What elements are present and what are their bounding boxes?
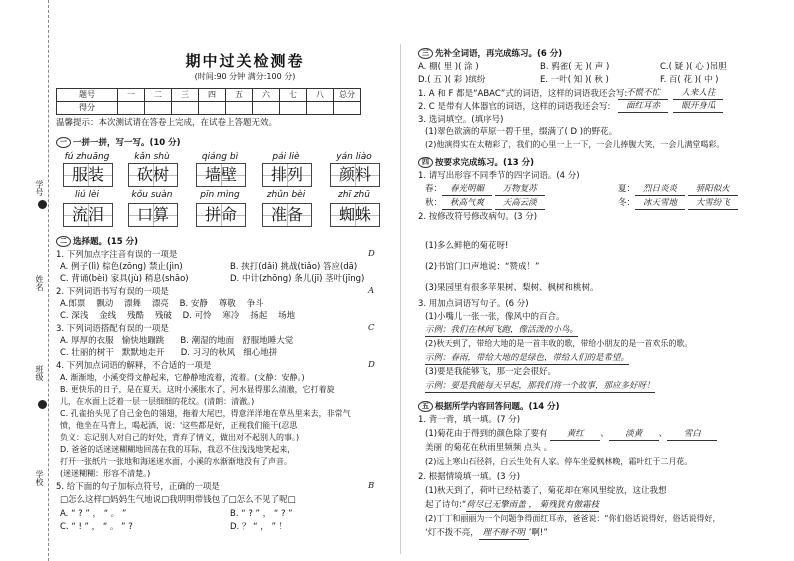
sentence: (2)书馆门口声地说：“赞成！” — [425, 262, 540, 272]
answer[interactable]: 骄阳似火 — [688, 184, 738, 196]
answer[interactable]: 烈日炎炎 — [635, 184, 685, 196]
sentence: (1)菊花由于得到的颜色除了要有 — [425, 429, 548, 439]
binding-hole — [38, 400, 47, 409]
section-1-label: 一拼一拼，写一写。(10 分) — [73, 138, 181, 148]
answer[interactable]: 眼开身瓜 — [673, 101, 723, 113]
char-box[interactable]: 准备 — [262, 203, 312, 227]
sentence: (2)秋天到了，带给大地的是一首丰收的歌，带给小朋友的是一首欢乐的歌。 — [425, 339, 693, 348]
sentence: (2)丁丁和丽丽为一个问题争得面红耳赤，爸爸说：“你们俗话说得好，俗话说得好， — [425, 514, 721, 523]
option: 残酷 — [126, 311, 144, 321]
option-text: 儿，在水面上泛着一层一层细细的花纹。(清朗：清澈。) — [60, 397, 255, 406]
sentence: ’啊!” — [528, 528, 548, 538]
notice-text: 温馨提示：本次测试请在答卷上完成，在试卷上答题无效。 — [56, 118, 278, 128]
section-5-label: 根据所学内容回答问题。(14 分) — [435, 402, 560, 412]
char-box[interactable]: 服装 — [63, 163, 113, 187]
option-row — [60, 336, 293, 347]
section-1-title — [56, 137, 181, 149]
question: 4. 下列加点词语的解释，不合适的一项是 — [56, 361, 212, 371]
option: 默默地走开 — [121, 348, 165, 358]
answer[interactable]: C — [368, 323, 375, 333]
score-cell[interactable] — [334, 102, 361, 115]
pinyin: pīn mìng — [200, 190, 240, 200]
season-label: 夏： — [618, 184, 636, 194]
word-item: D.( 五 )( 彩 )缤纷 — [418, 75, 486, 85]
sentence: 美丽 的菊花在秋雨里频频 点头 。 — [425, 443, 553, 453]
section-5-icon: 五 — [418, 401, 433, 412]
option: C. 背诵(bèi) 家具(jù) 稍息(shāo) — [60, 274, 189, 284]
char-box[interactable]: 蜘蛛 — [330, 203, 380, 227]
score-row-label: 得分 — [57, 102, 118, 115]
option: D. 中计(zhōng) 条儿(jī) 茎叶(jīng) — [230, 274, 365, 284]
pinyin: fú zhuāng — [64, 152, 110, 162]
option-row — [60, 311, 295, 322]
answer[interactable]: B — [368, 481, 375, 491]
season-row — [618, 184, 738, 196]
option: C. 深浅 — [60, 311, 89, 321]
option: A. 厚厚的衣服 — [60, 336, 114, 346]
option-text: A. 渐渐地，小溪变得文静起来，它静静地流着，流着。(文静：安静。) — [60, 373, 305, 382]
sentence: 起了诗句:“ — [425, 500, 467, 510]
option: 飘动 — [96, 299, 114, 309]
char-box[interactable]: 拼命 — [196, 203, 246, 227]
punctuation-sentence: □怎么这样□妈妈生气地说□我明明带钱包了□怎么不见了呢□ — [60, 495, 296, 505]
option: 金线 — [99, 311, 117, 321]
option: B. 潮湿的地面 — [180, 336, 235, 346]
score-header-cell: 四 — [199, 89, 226, 102]
option: B. 挟打(dǎi) 挑战(tiǎo) 答应(dā) — [230, 262, 358, 272]
score-header-cell: 七 — [280, 89, 307, 102]
season-label: 秋： — [425, 198, 443, 208]
section-4-icon: 四 — [418, 157, 433, 168]
season-label: 春： — [425, 184, 443, 194]
question: 1. 下列加点字注音有误的一项是 — [56, 250, 178, 260]
option: 愉快地蹦跳 — [121, 336, 165, 346]
answer[interactable]: D — [368, 360, 375, 370]
sentence: (3)果园里有很多苹果树、梨树、枫树和桃树。 — [425, 283, 599, 293]
option-text: 负义：忘记别人对自己的好处，背弃了情义，做出对不起别人的事。) — [60, 433, 300, 442]
answer[interactable]: 天高云淡 — [495, 198, 545, 210]
school-label: 学校 — [35, 470, 44, 486]
pinyin: pái liè — [272, 152, 300, 162]
option: 残破 — [154, 311, 172, 321]
score-cell[interactable] — [145, 102, 172, 115]
answer[interactable]: 万物复苏 — [495, 184, 545, 196]
sentence: (1)秋天到了，荷叶已经枯萎了，菊花却在寒风里绽放，这让我想 — [425, 486, 667, 496]
score-cell[interactable] — [253, 102, 280, 115]
score-header-cell: 八 — [307, 89, 334, 102]
student-name-label: 姓名 — [35, 275, 44, 291]
pinyin: zhǔn bèi — [266, 190, 306, 200]
option: C. 壮丽的树干 — [60, 348, 114, 358]
sentence: (2)远上寒山石径斜，白云生处有人家。停车坐爱枫林晚，霜叶红于二月花。 — [425, 457, 693, 466]
option-row — [60, 348, 277, 359]
option: 漂亮 — [151, 299, 169, 309]
char-box[interactable]: 流泪 — [63, 203, 113, 227]
option: D. 习习的秋风 — [180, 348, 236, 358]
page-title: 期中过关检测卷 — [185, 52, 305, 70]
question: 2. 根据情境填一填。(3 分) — [418, 472, 521, 482]
score-header-cell: 题号 — [57, 89, 118, 102]
question: 3. 选词填空。(填序号) — [418, 115, 504, 125]
question: 2. 下列词语书写有误的一项是 — [56, 287, 169, 297]
char-box[interactable]: 排列 — [262, 163, 312, 187]
char-box[interactable]: 口算 — [128, 203, 178, 227]
score-header-cell: 总分 — [334, 89, 361, 102]
score-cell[interactable] — [199, 102, 226, 115]
section-4-title — [418, 157, 534, 169]
option: C. “ ! ” ， “ 。 ” ? — [60, 522, 133, 532]
score-cell[interactable] — [172, 102, 199, 115]
sentence: ‘灯不拨不亮， — [425, 528, 479, 538]
section-2-title — [56, 236, 138, 248]
answer[interactable]: 理不辩不明 — [479, 528, 529, 540]
pinyin: yán liào — [336, 152, 372, 162]
sentence: (1)小嘴儿一张一张，像风中的百合。 — [425, 312, 565, 322]
score-cell[interactable] — [226, 102, 253, 115]
option-text: B. 更快乐的日子，是在夏天。这时小溪胀水了，河水显得那么清澈，它打着旋 — [60, 385, 335, 394]
answer[interactable]: 雪白 — [667, 429, 717, 441]
option: 细心地拼 — [243, 348, 278, 358]
binding-margin — [0, 0, 49, 561]
word-item: F. 百( 花 )( 中 ) — [660, 75, 719, 85]
option: A. 例子(lì) 棕色(zōng) 禁止(jìn) — [60, 262, 183, 272]
section-3-title — [418, 48, 562, 60]
option: D. ？ “ ， ” ！ — [230, 522, 288, 532]
score-header-cell: 六 — [253, 89, 280, 102]
page-subtitle: (时间:90 分钟 满分:100 分) — [194, 72, 296, 81]
option: A. “ ? ” ， “ 。 ” — [60, 509, 127, 519]
score-header-cell: 五 — [226, 89, 253, 102]
option: 寒冷 — [222, 311, 240, 321]
answer[interactable]: 面红耳赤 — [618, 101, 668, 113]
option: B. “ ? ” ， “ ? ” — [230, 509, 293, 519]
score-header-cell: 二 — [145, 89, 172, 102]
sentence: (3)要是我能够飞，那一定会很好。 — [425, 367, 557, 377]
char-box[interactable]: 砍树 — [128, 163, 178, 187]
answer[interactable]: 示例：要是我能每天早起，那我们将一个故事，那应多好呀！ — [425, 381, 655, 391]
word-item: B. 鸦雀( 无 )( 声 ) — [540, 62, 610, 72]
option: 争斗 — [246, 299, 264, 309]
option-text: C. 孔雀抬头见了自己金色的翎翅，拖着大尾巴，得意洋洋地在草丛里来去，非常气 — [60, 409, 351, 418]
student-id-label: 学号 — [35, 180, 44, 196]
score-cell[interactable] — [280, 102, 307, 115]
option: D. 可怜 — [182, 311, 212, 321]
option: 尊敬 — [218, 299, 236, 309]
question: 1. 请写出形容不同季节的四字词语。(4 分) — [418, 171, 580, 181]
question: 3. 下列词语搭配有误的一项是 — [56, 324, 169, 334]
answer[interactable]: 荷尽已无擎雨盖 ， 菊残犹有傲霜枝 — [466, 500, 600, 510]
score-header-cell: 一 — [118, 89, 145, 102]
answer[interactable]: 人来人往 — [673, 88, 723, 100]
char-box[interactable]: 墙壁 — [196, 163, 246, 187]
question: 2. 按修改符号修改病句。(3 分) — [418, 212, 538, 222]
word-item: E. 一叶( 知 )( 秋 ) — [540, 75, 609, 85]
option-text: 愤，他坐在马背上，喝起酒，说：'这些都是好，正视我们能干(忍思 — [60, 421, 298, 430]
pinyin: liú lèi — [74, 190, 100, 200]
option: 舒服地睡大觉 — [242, 336, 294, 346]
option-text: (迷迷糊糊：形容不清楚。) — [60, 469, 151, 478]
sentence: (1)多么鲜艳的菊花呀! — [425, 241, 509, 251]
section-5-title — [418, 401, 560, 413]
score-cell[interactable] — [307, 102, 334, 115]
sentence-row: (1)菊花由于得到的颜色除了要有 黄红 、 淡黄 、 雪白 — [425, 429, 717, 441]
question: 3. 用加点词语写句子。(6 分) — [418, 299, 529, 309]
option: 漂舞 — [124, 299, 142, 309]
question: 5. 给下面的句子加标点符号，正确的一项是 — [56, 482, 220, 492]
binding-hole — [38, 200, 47, 209]
answer[interactable]: 淡黄 — [609, 429, 659, 441]
class-label: 班级 — [35, 365, 44, 381]
section-1-icon: 一 — [56, 137, 71, 148]
answer[interactable]: 春光明媚 — [442, 184, 492, 196]
answer[interactable]: 示例：我们在林间飞跑，像活泼的小鸟。 — [425, 325, 579, 335]
option: 场地 — [278, 311, 296, 321]
option: B. 安静 — [179, 299, 208, 309]
word-item: A. 棚( 里 )( 涂 ) — [418, 62, 479, 72]
section-4-label: 按要求完成练习。(13 分) — [435, 158, 535, 168]
section-2-label: 选择题。(15 分) — [73, 237, 139, 247]
answer[interactable]: A — [368, 286, 375, 296]
score-header-cell: 三 — [172, 89, 199, 102]
answer-row — [618, 88, 723, 100]
answer[interactable]: 示例：春雨，带给大地的是绿色，带给人们的是希望。 — [425, 353, 630, 363]
answer[interactable]: 不慌不忙 — [618, 88, 668, 100]
question: 1. A 和 F 都是“ABAC”式的词语，这样的词语我还会写: — [418, 89, 628, 99]
option-text: 打开一张纸片一张地和海迷迷水面，小溪的水渐渐地没有了声音。 — [60, 457, 292, 466]
option: 扬起 — [250, 311, 268, 321]
sentence-row — [425, 500, 599, 512]
season-row — [618, 198, 738, 210]
pinyin: zhī zhū — [338, 190, 370, 200]
word-item: C.( 疑 )( 心 )吊胆 — [660, 62, 727, 72]
sentence-row — [425, 528, 548, 540]
sentence: (2)他演得实在太精彩了，我们的心里一上一下，一会儿捧腹大笑，一会儿满堂喝彩。 — [425, 140, 725, 149]
season-row — [425, 198, 545, 210]
char-box[interactable]: 颜料 — [330, 163, 380, 187]
answer[interactable]: 冰天雪地 — [635, 198, 685, 210]
score-cell[interactable] — [118, 102, 145, 115]
answer[interactable]: 黄红 — [550, 429, 600, 441]
score-table — [56, 88, 361, 115]
season-label: 冬： — [618, 198, 636, 208]
answer[interactable]: D — [368, 249, 375, 259]
option: A.郎票 — [60, 299, 86, 309]
question: 2. C 是带有人体器官的词语，这样的词语我还会写: — [418, 102, 611, 112]
column-divider — [400, 44, 401, 554]
pinyin: kǎn shù — [134, 152, 170, 162]
section-3-label: 先补全词语，再完成练习。(6 分) — [435, 49, 563, 59]
section-3-icon: 三 — [418, 48, 433, 59]
section-2-icon: 二 — [56, 236, 71, 247]
option-row — [60, 299, 264, 310]
pinyin: kǒu suàn — [131, 190, 173, 200]
answer[interactable]: 大雪纷飞 — [688, 198, 738, 210]
answer-row — [618, 101, 723, 113]
pinyin: qiáng bì — [201, 152, 239, 162]
answer[interactable]: 秋高气爽 — [442, 198, 492, 210]
sentence: (1)翠色欲滴的草原一碧千里，缀满了( D )的野花。 — [425, 127, 618, 137]
option-text: D. 爸爸的话迷迷糊糊地回荡在我的耳际，我忍不住浅浅地笑起来， — [60, 445, 296, 454]
question: 1. 背一背，填一填。(7 分) — [418, 415, 521, 425]
season-row — [425, 184, 545, 196]
